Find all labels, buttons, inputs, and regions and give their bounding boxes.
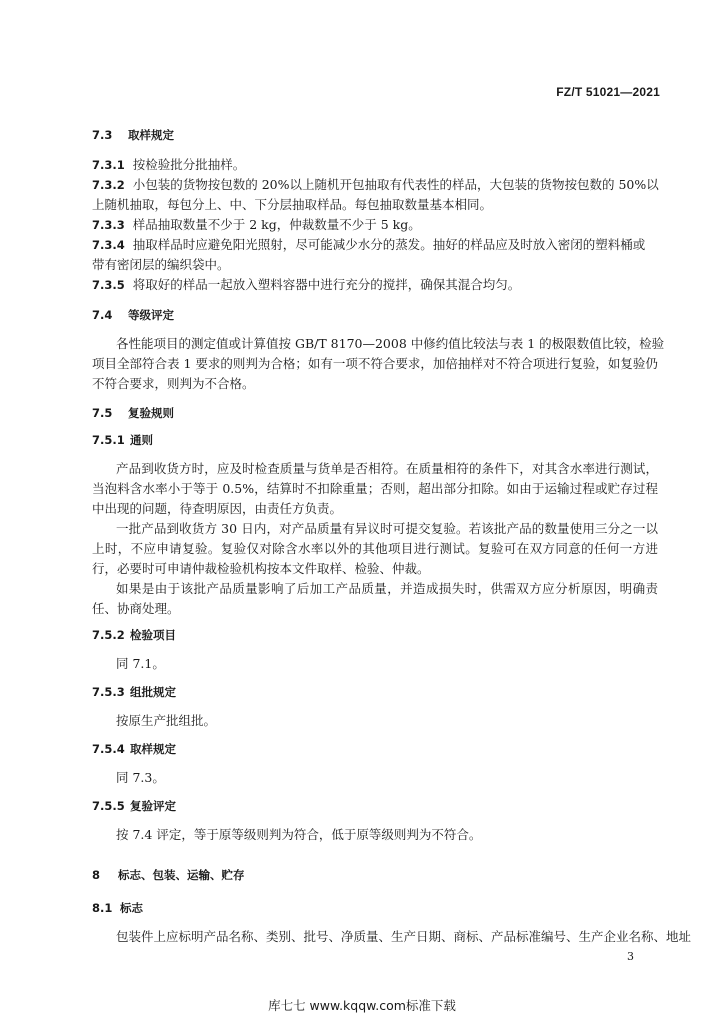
clause-text: 样品抽取数量不少于 2 kg，仲裁数量不少于 5 kg。 [132,217,421,232]
section-number: 7.5.2 [92,628,125,642]
general-paragraph-3: 如果是由于该批产品质量影响了后加工产品质量，并造成损失时，供需双方应分析原因，明确责任、协商处理。 [92,581,658,616]
section-title: 标志 [120,901,143,915]
section-number: 8 [92,868,101,882]
clause-text: 小包装的货物按包数的 20%以上随机开包抽取有代表性的样品，大包装的货物按包数的 50%以 [132,177,659,192]
section-title: 复验评定 [130,799,176,813]
section-number: 7.5.1 [92,433,125,447]
clause-7-3-1 [92,155,658,175]
page-number: 3 [627,950,634,963]
standard-number: FZ/T 51021—2021 [556,85,660,99]
clause-number: 7.3.5 [92,278,125,292]
clause-number: 7.3.3 [92,218,125,232]
clause-text: 按检验批分批抽样。 [132,157,246,172]
section-number: 7.5.4 [92,742,125,756]
section-number: 8.1 [92,901,113,915]
section-7-5-4-heading [92,741,176,757]
general-paragraph-1: 产品到收货方时，应及时检查质量与货单是否相符。在质量相符的条件下，对其含水率进行测试，当泡料含水率小于等于 0.5%，结算时不扣除重量；否则，超出部分扣除。如由于运输过程或贮存过程中出现的问题，待查明原因，由责任方负责。 [92,461,658,516]
section-7-3-heading [92,127,174,143]
clause-7-3-4-line1 [92,235,658,255]
clause-number: 7.3.1 [92,158,125,172]
section-number: 7.5.3 [92,685,125,699]
clause-7-3-2-line1 [92,175,658,195]
clause-text: 将取好的样品一起放入塑料容器中进行充分的搅拌，确保其混合均匀。 [132,277,521,292]
section-7-5-2-heading [92,627,176,643]
section-title: 标志、包装、运输、贮存 [118,868,245,882]
inspection-items-text: 同 7.1。 [116,656,165,671]
section-title: 取样规定 [128,128,174,142]
section-7-4-heading [92,307,174,323]
grading-line-3: 不符合要求，则判为不合格。 [92,376,255,391]
grading-line-2: 项目全部符合表 1 要求的则判为合格；如有一项不符合要求，加倍抽样对不符合项进行复验，如复验仍 [92,356,658,371]
section-8-1-heading [92,900,143,916]
section-title: 等级评定 [128,308,174,322]
sampling-rule-text: 同 7.3。 [116,770,165,785]
section-number: 7.4 [92,308,113,322]
grading-line-1: 各性能项目的测定值或计算值按 GB/T 8170—2008 中修约值比较法与表 1 的极限数值比较，检验 [116,336,665,351]
clause-number: 7.3.2 [92,178,125,192]
section-number: 7.3 [92,128,113,142]
clause-7-3-3 [92,215,658,235]
general-paragraph-2: 一批产品到收货方 30 日内，对产品质量有异议时可提交复验。若该批产品的数量使用三分之一以上时，不应申请复验。复验仅对除含水率以外的其他项目进行测试。复验可在双方同意的任何一方进行，必要时可申请仲裁检验机构按本文件取样、检验、仲裁。 [92,521,658,576]
section-title: 取样规定 [130,742,176,756]
clause-text: 抽取样品时应避免阳光照射，尽可能减少水分的蒸发。抽好的样品应及时放入密闭的塑料桶或 [132,237,646,252]
section-8-heading [92,867,245,883]
section-7-5-3-heading [92,684,176,700]
section-7-5-1-heading [92,432,153,448]
section-title: 复验规则 [128,406,174,420]
section-title: 组批规定 [130,685,176,699]
batch-rule-text: 按原生产批组批。 [116,713,217,728]
clause-7-3-4-line2: 带有密闭层的编织袋中。 [92,257,230,272]
section-title: 通则 [130,433,153,447]
section-number: 7.5.5 [92,799,125,813]
clause-7-3-2-line2: 上随机抽取，每包分上、中、下分层抽取样品。每包抽取数量基本相同。 [92,197,493,212]
section-7-5-5-heading [92,798,176,814]
marking-text: 包装件上应标明产品名称、类别、批号、净质量、生产日期、商标、产品标准编号、生产企业名称、地址 [116,929,692,944]
section-7-5-heading [92,405,174,421]
section-title: 检验项目 [130,628,176,642]
footer-watermark: 库七七 www.kqqw.com标准下载 [268,998,456,1013]
clause-7-3-5 [92,275,658,295]
clause-number: 7.3.4 [92,238,125,252]
reinspection-eval-text: 按 7.4 评定，等于原等级则判为符合，低于原等级则判为不符合。 [116,827,482,842]
section-number: 7.5 [92,406,113,420]
